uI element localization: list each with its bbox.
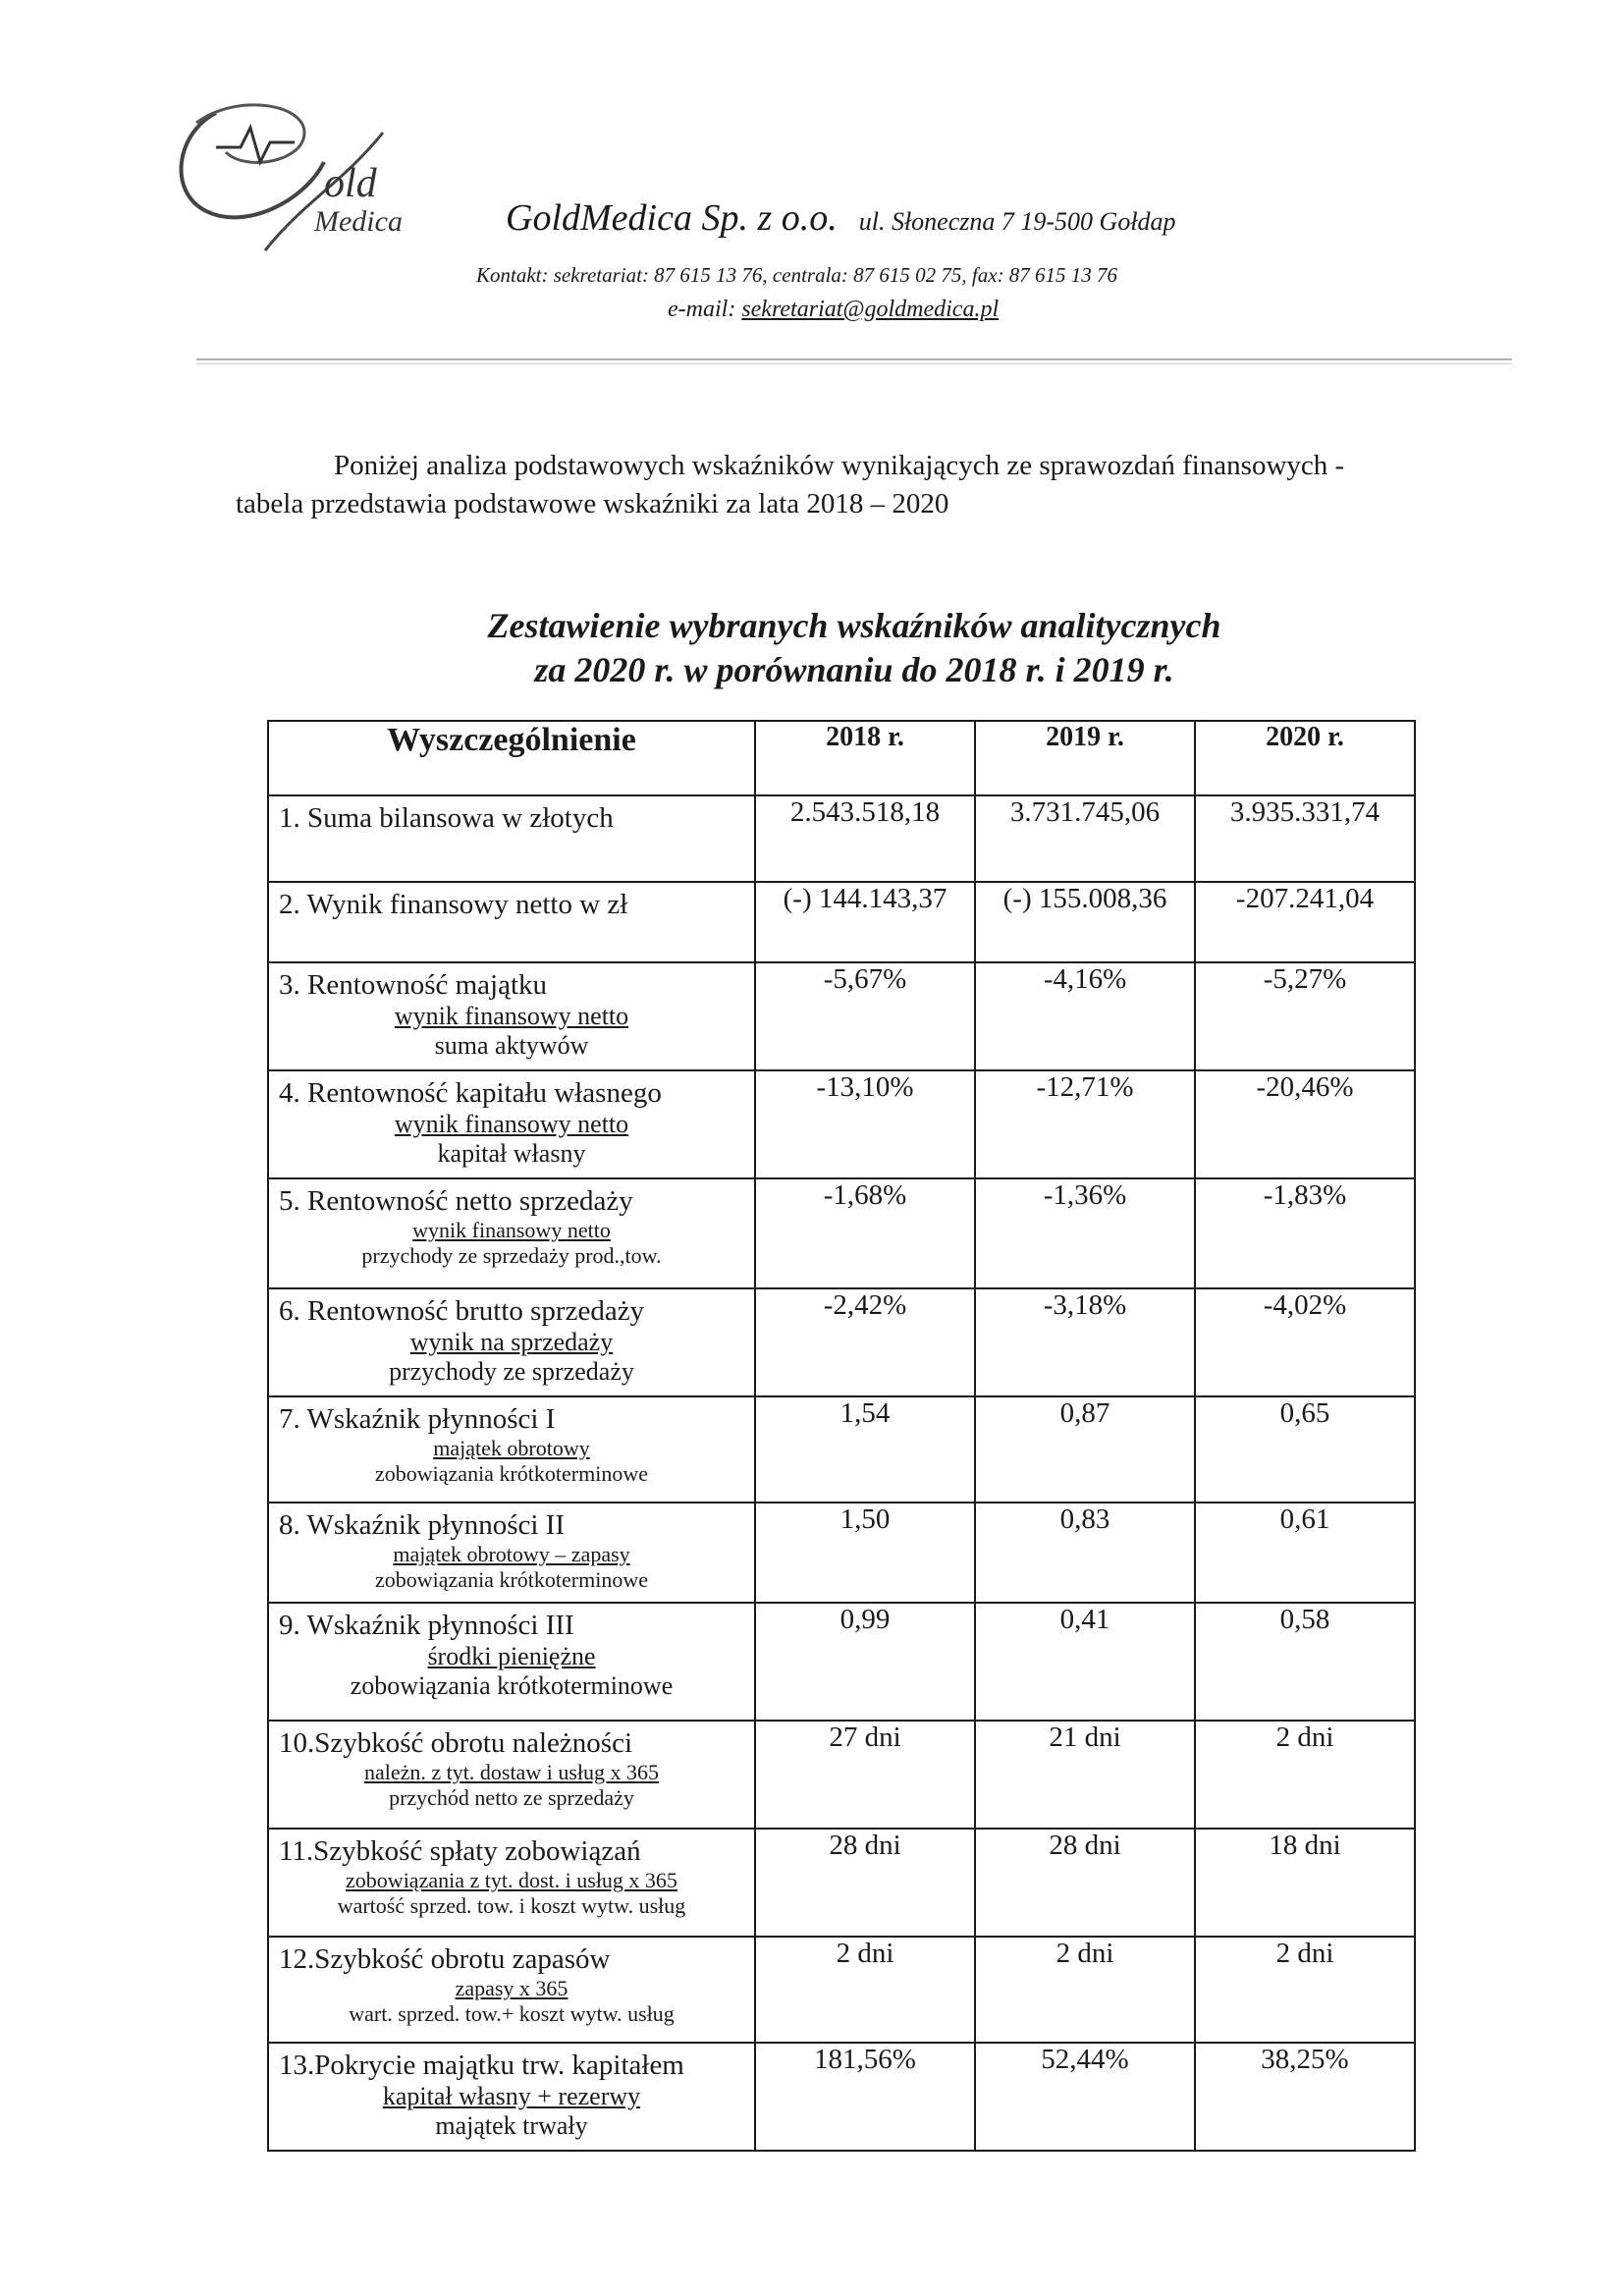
email-line bbox=[668, 297, 999, 323]
value-2018: 28 dni bbox=[755, 1829, 975, 1937]
value-2019: 0,83 bbox=[975, 1503, 1195, 1603]
value-2019: -4,16% bbox=[975, 962, 1195, 1070]
value-2019: 28 dni bbox=[975, 1829, 1195, 1937]
value-2019: -3,18% bbox=[975, 1288, 1195, 1396]
value-2019: 21 dni bbox=[975, 1721, 1195, 1829]
table-row bbox=[268, 1503, 1415, 1603]
formula-numerator: wynik finansowy netto bbox=[394, 1110, 629, 1139]
row-title: 6. Rentowność brutto sprzedaży bbox=[279, 1295, 645, 1327]
formula-numerator: majątek obrotowy – zapasy bbox=[393, 1542, 630, 1567]
row-formula bbox=[269, 1218, 754, 1268]
value-2020: -5,27% bbox=[1195, 962, 1415, 1070]
value-2019: 2 dni bbox=[975, 1937, 1195, 2043]
table-row bbox=[268, 795, 1415, 882]
row-title: 4. Rentowność kapitału własnego bbox=[279, 1077, 662, 1109]
value-2019: (-) 155.008,36 bbox=[975, 882, 1195, 962]
header-cell-2019: 2019 r. bbox=[975, 721, 1195, 795]
value-2020: 0,61 bbox=[1195, 1503, 1415, 1603]
row-formula bbox=[269, 1976, 754, 2026]
header-cell-2018: 2018 r. bbox=[755, 721, 975, 795]
header-cell-2020: 2020 r. bbox=[1195, 721, 1415, 795]
table-row bbox=[268, 882, 1415, 962]
row-title: 1. Suma bilansowa w złotych bbox=[279, 802, 614, 834]
value-2019: 0,87 bbox=[975, 1396, 1195, 1503]
row-title: 13.Pokrycie majątku trw. kapitałem bbox=[279, 2050, 684, 2081]
heading-line-2: za 2020 r. w porównaniu do 2018 r. i 2019 r. bbox=[534, 650, 1174, 689]
intro-line-1: Poniżej analiza podstawowych wskaźników wynikających ze sprawozdań finansowych - bbox=[334, 450, 1345, 481]
row-formula bbox=[269, 1760, 754, 1810]
value-2018: -2,42% bbox=[755, 1288, 975, 1396]
value-2019: -1,36% bbox=[975, 1178, 1195, 1288]
contact-info: Kontakt: sekretariat: 87 615 13 76, centrala: 87 615 02 75, fax: 87 615 13 76 bbox=[476, 263, 1118, 287]
value-2018: (-) 144.143,37 bbox=[755, 882, 975, 962]
value-2019: 0,41 bbox=[975, 1603, 1195, 1721]
intro-paragraph bbox=[236, 447, 1512, 523]
formula-numerator: zapasy x 365 bbox=[455, 1976, 568, 2001]
formula-denominator: przychód netto ze sprzedaży bbox=[389, 1784, 634, 1810]
formula-denominator: wartość sprzed. tow. i koszt wytw. usług bbox=[337, 1892, 686, 1918]
row-label-cell bbox=[268, 1937, 755, 2043]
row-label-cell bbox=[268, 882, 755, 962]
value-2020: 3.935.331,74 bbox=[1195, 795, 1415, 882]
row-formula bbox=[269, 1002, 754, 1061]
row-label-cell bbox=[268, 1603, 755, 1721]
value-2018: -5,67% bbox=[755, 962, 975, 1070]
table-row bbox=[268, 2043, 1415, 2151]
table-row bbox=[268, 1937, 1415, 2043]
value-2020: 0,65 bbox=[1195, 1396, 1415, 1503]
row-formula bbox=[269, 1642, 754, 1701]
formula-numerator: środki pieniężne bbox=[427, 1642, 596, 1671]
row-formula bbox=[269, 1542, 754, 1592]
row-title: 5. Rentowność netto sprzedaży bbox=[279, 1185, 633, 1217]
value-2020: 38,25% bbox=[1195, 2043, 1415, 2151]
row-formula bbox=[269, 1328, 754, 1387]
row-title: 9. Wskaźnik płynności III bbox=[279, 1610, 574, 1641]
table-row bbox=[268, 1288, 1415, 1396]
row-label-cell bbox=[268, 1396, 755, 1503]
value-2018: 181,56% bbox=[755, 2043, 975, 2151]
table-row bbox=[268, 1396, 1415, 1503]
table-row bbox=[268, 1721, 1415, 1829]
row-title: 12.Szybkość obrotu zapasów bbox=[279, 1943, 611, 1975]
table-row bbox=[268, 962, 1415, 1070]
value-2020: 18 dni bbox=[1195, 1829, 1415, 1937]
formula-numerator: majątek obrotowy bbox=[433, 1436, 590, 1461]
value-2019: 52,44% bbox=[975, 2043, 1195, 2151]
email-label: e-mail: bbox=[668, 297, 736, 322]
value-2018: 1,50 bbox=[755, 1503, 975, 1603]
company-line bbox=[506, 196, 1176, 240]
svg-text:old: old bbox=[324, 161, 377, 206]
intro-line-2: tabela przedstawia podstawowe wskaźniki za lata 2018 – 2020 bbox=[236, 488, 949, 520]
formula-denominator: zobowiązania krótkoterminowe bbox=[375, 1566, 648, 1592]
table-row bbox=[268, 1829, 1415, 1937]
formula-denominator: kapitał własny bbox=[437, 1139, 586, 1169]
header-divider bbox=[196, 358, 1512, 364]
indicators-table bbox=[267, 720, 1416, 2152]
formula-denominator: wart. sprzed. tow.+ koszt wytw. usług bbox=[349, 2000, 675, 2026]
table-heading bbox=[412, 604, 1296, 692]
value-2018: -1,68% bbox=[755, 1178, 975, 1288]
formula-denominator: zobowiązania krótkoterminowe bbox=[350, 1671, 674, 1701]
value-2020: -4,02% bbox=[1195, 1288, 1415, 1396]
formula-numerator: wynik finansowy netto bbox=[394, 1002, 629, 1031]
email-link[interactable]: sekretariat@goldmedica.pl bbox=[741, 297, 1000, 322]
table-row bbox=[268, 1070, 1415, 1178]
value-2018: 0,99 bbox=[755, 1603, 975, 1721]
row-formula bbox=[269, 1110, 754, 1169]
row-title: 2. Wynik finansowy netto w zł bbox=[279, 889, 628, 920]
row-label-cell bbox=[268, 962, 755, 1070]
row-label-cell bbox=[268, 1288, 755, 1396]
svg-text:Medica: Medica bbox=[314, 205, 403, 238]
heading-line-1: Zestawienie wybranych wskaźników analitycznych bbox=[487, 606, 1221, 645]
formula-denominator: przychody ze sprzedaży prod.,tow. bbox=[361, 1242, 662, 1268]
value-2018: 2 dni bbox=[755, 1937, 975, 2043]
value-2019: -12,71% bbox=[975, 1070, 1195, 1178]
row-title: 7. Wskaźnik płynności I bbox=[279, 1403, 556, 1435]
row-label-cell bbox=[268, 1721, 755, 1829]
company-logo bbox=[157, 93, 432, 290]
table-row bbox=[268, 1178, 1415, 1288]
row-title: 8. Wskaźnik płynności II bbox=[279, 1509, 566, 1541]
formula-numerator: kapitał własny + rezerwy bbox=[382, 2082, 641, 2111]
row-formula bbox=[269, 1868, 754, 1918]
value-2019: 3.731.745,06 bbox=[975, 795, 1195, 882]
row-label-cell bbox=[268, 795, 755, 882]
value-2018: 27 dni bbox=[755, 1721, 975, 1829]
value-2020: 0,58 bbox=[1195, 1603, 1415, 1721]
value-2018: 1,54 bbox=[755, 1396, 975, 1503]
formula-numerator: zobowiązania z tyt. dost. i usług x 365 bbox=[346, 1868, 677, 1893]
value-2020: 2 dni bbox=[1195, 1937, 1415, 2043]
row-formula bbox=[269, 1436, 754, 1486]
company-address: ul. Słoneczna 7 19-500 Gołdap bbox=[858, 207, 1176, 236]
formula-numerator: należn. z tyt. dostaw i usług x 365 bbox=[363, 1760, 659, 1785]
table-header-row bbox=[268, 721, 1415, 795]
company-name: GoldMedica Sp. z o.o. bbox=[506, 197, 838, 239]
formula-numerator: wynik na sprzedaży bbox=[409, 1328, 614, 1357]
formula-denominator: suma aktywów bbox=[434, 1031, 589, 1061]
header-cell-label: Wyszczególnienie bbox=[268, 721, 755, 795]
formula-denominator: przychody ze sprzedaży bbox=[389, 1357, 634, 1387]
row-label-cell bbox=[268, 1178, 755, 1288]
formula-denominator: zobowiązania krótkoterminowe bbox=[375, 1460, 648, 1486]
row-label-cell bbox=[268, 1070, 755, 1178]
row-label-cell bbox=[268, 1829, 755, 1937]
value-2018: 2.543.518,18 bbox=[755, 795, 975, 882]
row-title: 10.Szybkość obrotu należności bbox=[279, 1727, 633, 1759]
table-row bbox=[268, 1603, 1415, 1721]
value-2020: -1,83% bbox=[1195, 1178, 1415, 1288]
row-title: 3. Rentowność majątku bbox=[279, 969, 548, 1001]
row-label-cell bbox=[268, 2043, 755, 2151]
value-2018: -13,10% bbox=[755, 1070, 975, 1178]
value-2020: 2 dni bbox=[1195, 1721, 1415, 1829]
value-2020: -207.241,04 bbox=[1195, 882, 1415, 962]
row-formula bbox=[269, 2082, 754, 2141]
row-title: 11.Szybkość spłaty zobowiązań bbox=[279, 1835, 641, 1867]
formula-numerator: wynik finansowy netto bbox=[412, 1218, 611, 1243]
value-2020: -20,46% bbox=[1195, 1070, 1415, 1178]
row-label-cell bbox=[268, 1503, 755, 1603]
formula-denominator: majątek trwały bbox=[435, 2111, 588, 2141]
